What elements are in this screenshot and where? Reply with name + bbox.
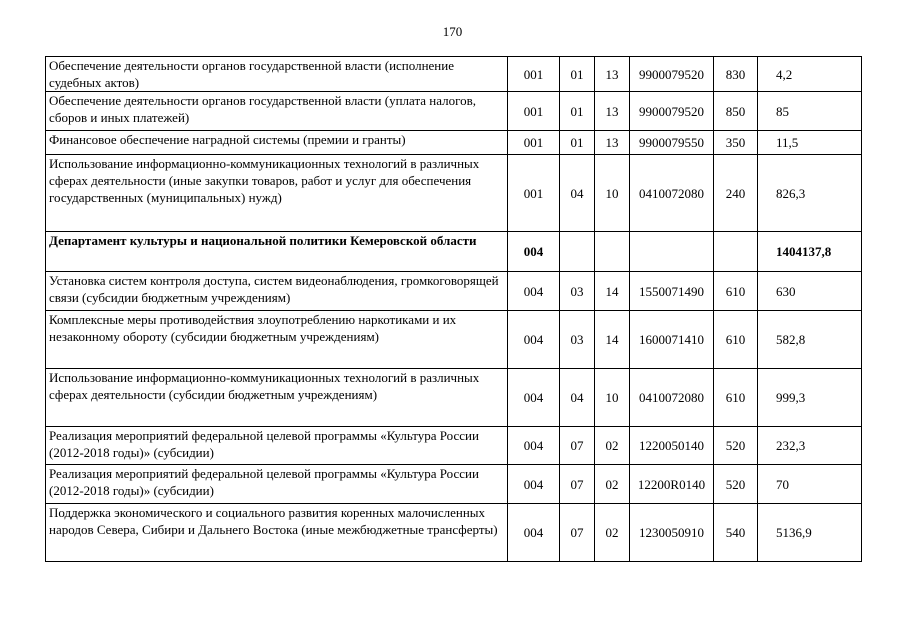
row-amount: 4,2: [758, 57, 862, 92]
row-name: Обеспечение деятельности органов государственной власти (уплата налогов, сборов и иных платежей): [46, 92, 508, 131]
row-target-code: [630, 232, 714, 272]
row-target-code: 1230050910: [630, 504, 714, 562]
row-subsection-code: 10: [595, 369, 630, 427]
row-amount: 85: [758, 92, 862, 131]
row-name: Установка систем контроля доступа, систем видеонаблюдения, громкоговорящей связи (субсидии бюджетным учреждениям): [46, 272, 508, 311]
row-subsection-code: 02: [595, 465, 630, 504]
budget-table: [45, 56, 862, 562]
row-admin-code: 001: [508, 57, 560, 92]
row-amount: 70: [758, 465, 862, 504]
row-target-code: 9900079520: [630, 57, 714, 92]
table-row: [46, 57, 862, 92]
table-row: [46, 311, 862, 369]
row-name: Использование информационно-коммуникационных технологий в различных сферах деятельности (субсидии бюджетным учреждениям): [46, 369, 508, 427]
row-expense-type: 240: [714, 155, 758, 232]
row-subsection-code: 13: [595, 57, 630, 92]
department-total-amount: 1404137,8: [758, 232, 862, 272]
row-section-code: 03: [560, 311, 595, 369]
row-admin-code: 004: [508, 311, 560, 369]
row-name: Реализация мероприятий федеральной целевой программы «Культура России (2012-2018 годы)» (субсидии): [46, 427, 508, 465]
row-section-code: [560, 232, 595, 272]
row-expense-type: 520: [714, 427, 758, 465]
row-admin-code: 001: [508, 131, 560, 155]
row-expense-type: 850: [714, 92, 758, 131]
row-subsection-code: 13: [595, 131, 630, 155]
table-row: [46, 92, 862, 131]
table-row: [46, 155, 862, 232]
row-subsection-code: [595, 232, 630, 272]
row-admin-code: 004: [508, 232, 560, 272]
row-name: Реализация мероприятий федеральной целевой программы «Культура России (2012-2018 годы)» (субсидии): [46, 465, 508, 504]
row-admin-code: 004: [508, 369, 560, 427]
row-expense-type: 540: [714, 504, 758, 562]
row-section-code: 07: [560, 504, 595, 562]
row-admin-code: 004: [508, 504, 560, 562]
row-section-code: 01: [560, 57, 595, 92]
row-admin-code: 004: [508, 465, 560, 504]
row-section-code: 03: [560, 272, 595, 311]
row-admin-code: 001: [508, 155, 560, 232]
row-expense-type: [714, 232, 758, 272]
row-section-code: 04: [560, 155, 595, 232]
row-target-code: 1600071410: [630, 311, 714, 369]
row-section-code: 01: [560, 92, 595, 131]
row-admin-code: 001: [508, 92, 560, 131]
row-target-code: 9900079520: [630, 92, 714, 131]
row-amount: 232,3: [758, 427, 862, 465]
row-subsection-code: 10: [595, 155, 630, 232]
department-name: Департамент культуры и национальной политики Кемеровской области: [46, 232, 508, 272]
table-row: [46, 272, 862, 311]
row-name: Поддержка экономического и социального развития коренных малочисленных народов Севера, Сибири и Дальнего Востока (иные межбюджетные трансферты): [46, 504, 508, 562]
row-expense-type: 610: [714, 369, 758, 427]
row-target-code: 9900079550: [630, 131, 714, 155]
row-target-code: 12200R0140: [630, 465, 714, 504]
row-amount: 630: [758, 272, 862, 311]
row-amount: 826,3: [758, 155, 862, 232]
row-admin-code: 004: [508, 427, 560, 465]
row-target-code: 1220050140: [630, 427, 714, 465]
row-amount: 582,8: [758, 311, 862, 369]
row-section-code: 07: [560, 427, 595, 465]
row-target-code: 1550071490: [630, 272, 714, 311]
row-expense-type: 610: [714, 311, 758, 369]
row-subsection-code: 14: [595, 311, 630, 369]
row-subsection-code: 02: [595, 504, 630, 562]
row-amount: 5136,9: [758, 504, 862, 562]
row-amount: 999,3: [758, 369, 862, 427]
table-row: [46, 504, 862, 562]
row-section-code: 01: [560, 131, 595, 155]
row-section-code: 07: [560, 465, 595, 504]
row-subsection-code: 02: [595, 427, 630, 465]
row-expense-type: 830: [714, 57, 758, 92]
row-amount: 11,5: [758, 131, 862, 155]
row-expense-type: 520: [714, 465, 758, 504]
table-row: [46, 369, 862, 427]
table-row-department: [46, 232, 862, 272]
row-target-code: 0410072080: [630, 155, 714, 232]
row-section-code: 04: [560, 369, 595, 427]
row-admin-code: 004: [508, 272, 560, 311]
row-name: Обеспечение деятельности органов государственной власти (исполнение судебных актов): [46, 57, 508, 92]
page-number: 170: [442, 24, 463, 39]
row-subsection-code: 13: [595, 92, 630, 131]
row-name: Комплексные меры противодействия злоупотреблению наркотиками и их незаконному обороту (субсидии бюджетным учреждениям): [46, 311, 508, 369]
row-expense-type: 610: [714, 272, 758, 311]
row-expense-type: 350: [714, 131, 758, 155]
table-row: [46, 427, 862, 465]
row-target-code: 0410072080: [630, 369, 714, 427]
table-row: [46, 131, 862, 155]
table-row: [46, 465, 862, 504]
row-name: Использование информационно-коммуникационных технологий в различных сферах деятельности (иные закупки товаров, работ и услуг для обеспечения государственных (муниципальных) нужд): [46, 155, 508, 232]
row-name: Финансовое обеспечение наградной системы (премии и гранты): [46, 131, 508, 155]
row-subsection-code: 14: [595, 272, 630, 311]
